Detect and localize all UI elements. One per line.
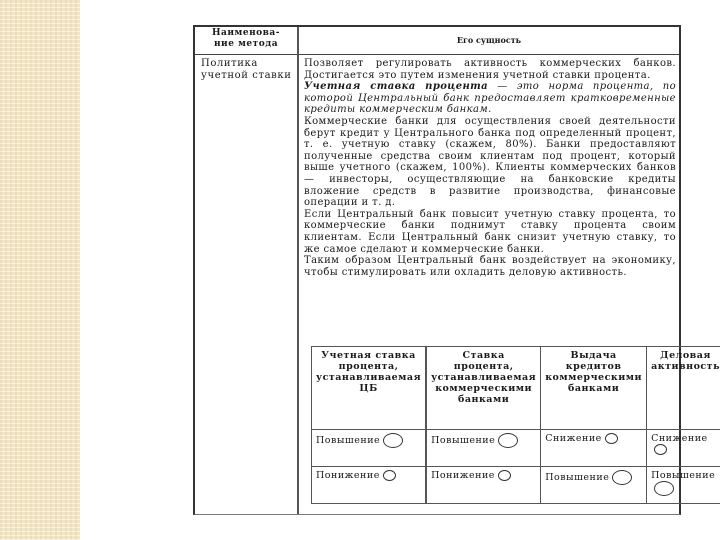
essence-paragraph: Позволяет регулировать активность коммерческих банков. Достигается это путем изменения учетной ставки процента. xyxy=(304,58,676,81)
cell-text: Повышение xyxy=(431,435,496,446)
method-name-cell: Политика учетной ставки xyxy=(201,58,292,81)
header-business-activity: Деловая активность xyxy=(647,347,720,430)
essence-cell xyxy=(304,58,676,278)
table-cell xyxy=(541,430,647,467)
effects-table-header xyxy=(312,347,720,430)
table-cell xyxy=(647,467,720,504)
circle-icon xyxy=(612,470,632,485)
essence-paragraph: Коммерческие банки для осуществления своей деятельности берут кредит у Центрального банка под определенный процент, т. е. учетную ставку (скажем, 80%). Банки предоставляют полученные средства своим клиентам под процент, который выше учетного (скажем, 100%). Клиенты коммерческих банков — инвесторы, осуществляющие на банковские кредиты вложение средств в развитие производства, финансовые операции и т. д. xyxy=(304,115,676,209)
table-cell xyxy=(312,430,427,467)
definition-paragraph xyxy=(304,81,676,116)
circle-icon xyxy=(654,444,667,455)
table-cell xyxy=(541,467,647,504)
cell-text: Повышение xyxy=(316,435,381,446)
table-cell xyxy=(647,430,720,467)
header-essence: Его сущность xyxy=(456,35,522,45)
cell-text: Снижение xyxy=(545,433,602,444)
header-credit-issuance: Выдача кредитов коммерческими банками xyxy=(541,347,647,430)
essence-paragraph: Если Центральный банк повысит учетную ставку процента, то коммерческие банки поднимут ставку процента своим клиентам. Если Центральный банк снизит учетную ставку, то же самое сделают и коммерческие банки. xyxy=(304,208,676,255)
table-row xyxy=(312,467,720,504)
circle-icon xyxy=(498,433,518,448)
cell-text: Повышение xyxy=(545,472,610,483)
cell-text: Понижение xyxy=(431,470,495,481)
circle-icon xyxy=(605,433,618,444)
column-divider xyxy=(297,27,299,514)
circle-icon xyxy=(383,470,396,481)
decorative-side-strip xyxy=(0,0,80,540)
definition-term: Учетная ставка процента xyxy=(304,81,489,93)
header-method-name: Наименова- ние метода xyxy=(212,28,280,49)
effects-table xyxy=(311,346,720,504)
cell-text: Понижение xyxy=(316,470,380,481)
table-cell xyxy=(426,467,541,504)
header-cb-rate: Учетная ставка процента, устанавливаемая ЦБ xyxy=(312,347,427,430)
table-row xyxy=(312,430,720,467)
cell-text: Снижение xyxy=(651,433,708,444)
header-commercial-rate: Ставка процента, устанавливаемая коммерческими банками xyxy=(426,347,541,430)
table-header-row xyxy=(195,27,679,55)
definition-text: — это норма процента, по которой Центральный банк предоставляет кратковременные кредиты коммерческим банкам. xyxy=(304,81,676,116)
essence-paragraph: Таким образом Центральный банк воздействует на экономику, чтобы стимулировать или охладить деловую активность. xyxy=(304,255,676,278)
circle-icon xyxy=(383,433,403,448)
table-cell xyxy=(312,467,427,504)
table-cell xyxy=(426,430,541,467)
circle-icon xyxy=(654,481,674,496)
cell-text: Повышение xyxy=(651,470,716,481)
circle-icon xyxy=(498,470,511,481)
